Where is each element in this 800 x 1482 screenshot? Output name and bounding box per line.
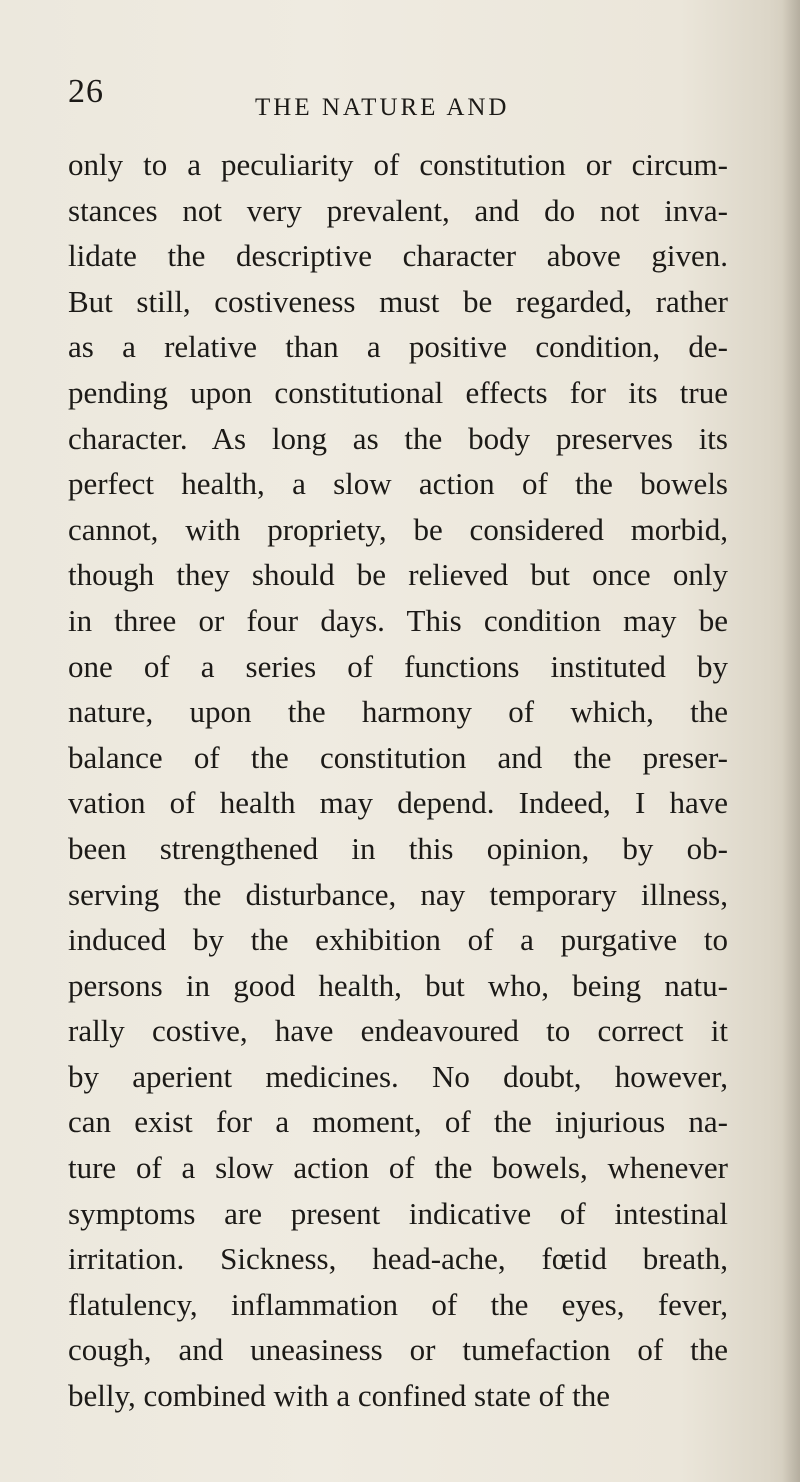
text-line: though they should be relieved but once only	[68, 557, 728, 593]
text-line: perfect health, a slow action of the bowels	[68, 466, 728, 502]
text-line: stances not very prevalent, and do not inva-	[68, 192, 728, 228]
text-line: can exist for a moment, of the injurious na-	[68, 1104, 728, 1140]
text-line: as a relative than a positive condition, de-	[68, 329, 728, 365]
body-text	[68, 142, 728, 1419]
text-line: belly, combined with a confined state of the	[68, 1378, 611, 1414]
text-line: cough, and uneasiness or tumefaction of the	[68, 1332, 728, 1368]
text-line: But still, costiveness must be regarded, rather	[68, 283, 728, 319]
text-line: pending upon constitutional effects for its true	[68, 374, 728, 410]
text-line: only to a peculiarity of constitution or circum-	[68, 147, 728, 182]
text-line: character. As long as the body preserves its	[68, 420, 728, 456]
text-line: vation of health may depend. Indeed, I have	[68, 785, 728, 821]
text-line: nature, upon the harmony of which, the	[68, 694, 728, 730]
text-line: balance of the constitution and the preser-	[68, 739, 728, 775]
running-title: THE NATURE AND	[255, 94, 510, 121]
text-line: ture of a slow action of the bowels, whenever	[68, 1150, 728, 1186]
text-line: rally costive, have endeavoured to correct it	[68, 1013, 728, 1049]
text-line: lidate the descriptive character above given.	[68, 238, 728, 274]
page-edge-shadow	[782, 0, 800, 1482]
page-number: 26	[68, 73, 104, 110]
text-line: by aperient medicines. No doubt, however,	[68, 1058, 728, 1094]
text-line: symptoms are present indicative of intestinal	[68, 1195, 728, 1231]
text-line: irritation. Sickness, head-ache, fœtid breath,	[68, 1241, 728, 1277]
text-line: persons in good health, but who, being natu-	[68, 967, 728, 1003]
text-line: been strengthened in this opinion, by ob-	[68, 830, 728, 866]
text-line: one of a series of functions instituted by	[68, 648, 728, 684]
text-line: flatulency, inflammation of the eyes, fever,	[68, 1286, 728, 1322]
text-line: serving the disturbance, nay temporary illness,	[68, 876, 728, 912]
text-line: induced by the exhibition of a purgative to	[68, 922, 728, 958]
text-line: in three or four days. This condition may be	[68, 602, 728, 638]
text-line: cannot, with propriety, be considered morbid,	[68, 511, 728, 547]
